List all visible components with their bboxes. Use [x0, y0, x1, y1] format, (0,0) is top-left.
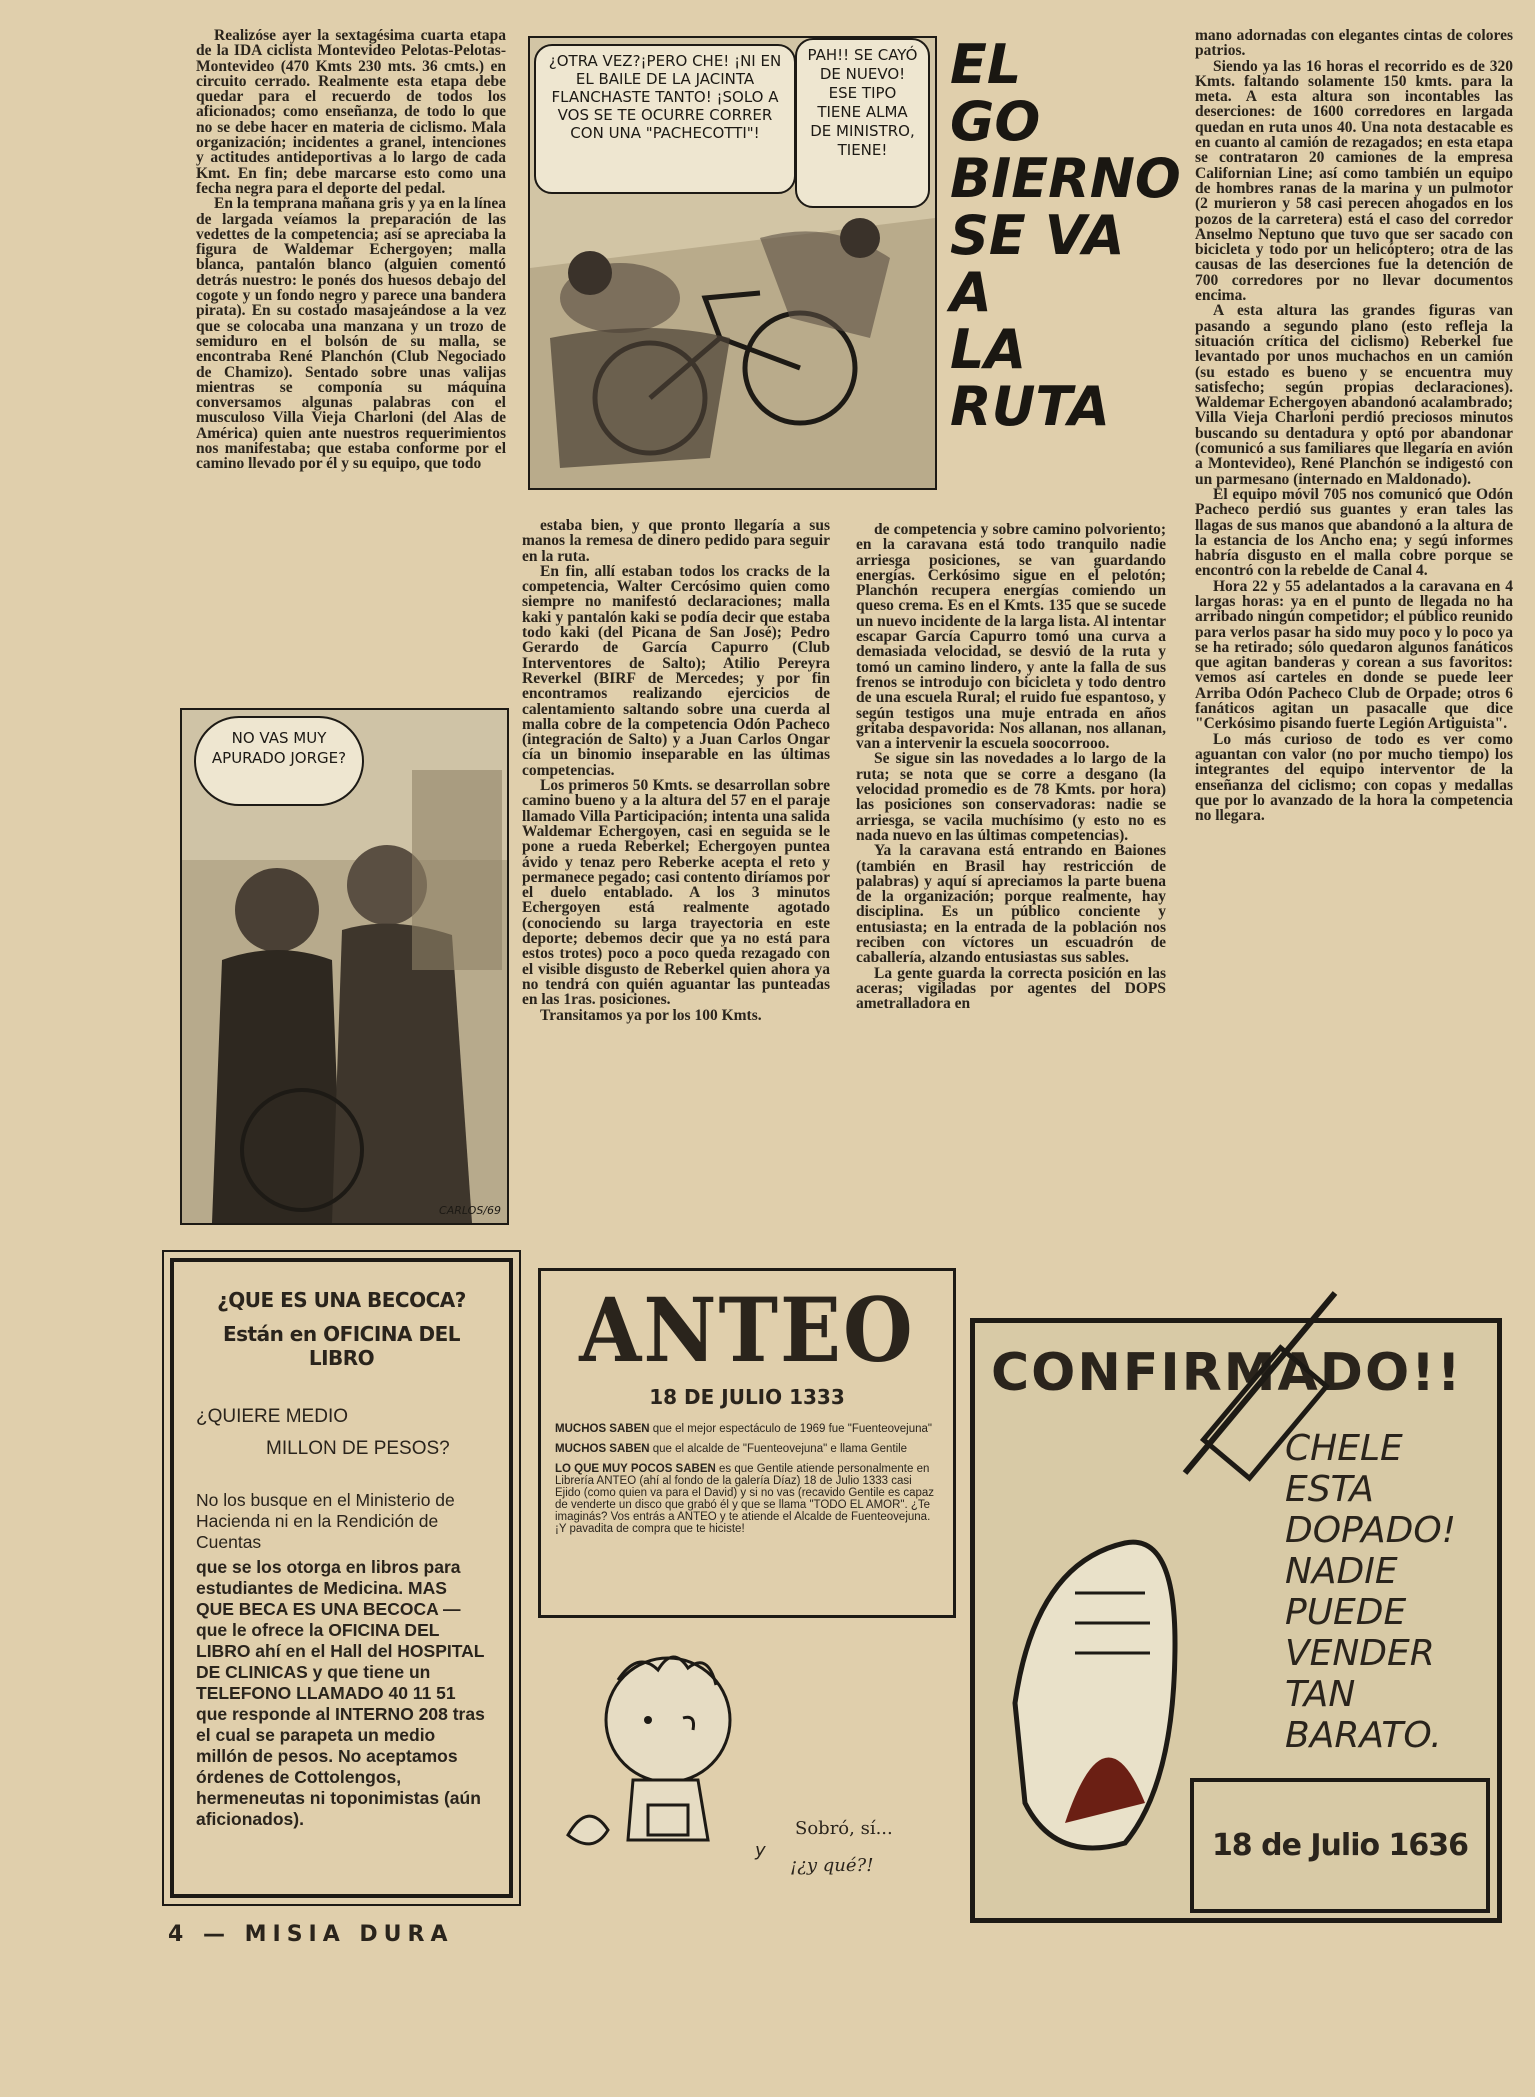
headline-line-3: BIERNO	[950, 147, 1181, 210]
page-footer: 4 — MISIA DURA	[168, 1922, 454, 1947]
speech-bubble-jorge: NO VAS MUY APURADO JORGE?	[194, 716, 364, 806]
becoca-question-1: ¿QUIERE MEDIO	[196, 1406, 349, 1427]
anteo-cartoon-boy	[548, 1640, 778, 1870]
chele-line-5: PUEDE	[1285, 1592, 1407, 1633]
chele-line-8: BARATO.	[1285, 1715, 1442, 1756]
paragraph: Realizóse ayer la sextagésima cuarta etapa de la IDA ciclista Montevideo Pelotas-Pelotas-Montevideo (470 Kmts 230 mts. 36 cmts.) en circuito cerrado. Realmente esta etapa debe quedar para el recuerdo de todos los aficionados; como enseñanza, de todo lo que no se debe hacer en materia de ciclismo. Mala organización; incidentes a granel, intenciones y actitudes antideportivas a lo largo de cada Kmt. En fin; debe marcarse esto como una fecha negra para el deporte del pedal.	[196, 28, 506, 197]
cartoon-boy-illustration	[548, 1640, 778, 1870]
article-column-1	[196, 28, 506, 692]
ad-becoca	[170, 1258, 513, 1898]
anteo-line-2-bold: MUCHOS SABEN	[555, 1443, 650, 1455]
article-column-2	[522, 518, 830, 1234]
chele-line-6: VENDER	[1285, 1633, 1435, 1674]
becoca-subtitle: Están en OFICINA DEL LIBRO	[222, 1322, 460, 1370]
paragraph: El equipo móvil 705 nos comunicó que Odón Pacheco perdió sus guantes y eran tales las llagas de sus manos que abandonó a la altura de la estancia de los Ancho ena; y segú informes habría disgusto en el malla cobre porque se encontró con la rebelde de Canal 4.	[1195, 485, 1513, 580]
anteo-caption-1: Sobró, sí...	[795, 1818, 893, 1839]
headline-line-2: GO	[950, 90, 1041, 153]
anteo-line-1-text: que el mejor espectáculo de 1969 fue "Fuenteovejuna"	[652, 1423, 933, 1435]
paragraph: En fin, allí estaban todos los cracks de la competencia, Walter Cercósimo quien como siempre no manifestó declaraciones; malla kaki y pantalón kaki se podía decir que estaba todo kaki (del Picana de San José); Pedro Gerardo de García Capurro (Club Interventores de Salto); Atilio Pereyra Reverkel (BIRF de Mercedes; y por fin encontramos realizando ejercicios de calentamiento saltando sobre una cuerda al malla cobre de la competencia Odón Pacheco (integración de Salto) y a Juan Carlos Ongar cía un binomio inseparable en las últimas competencias.	[522, 562, 830, 779]
headline-line-1: EL	[950, 33, 1022, 96]
paragraph: Lo más curioso de todo es ver como aguantan con valor (no por mucho tiempo) los integrantes del equipo interventor de la enseñanza del ciclismo; con copas y medallas que por lo avanzado de la hora la competencia no llegara.	[1195, 730, 1513, 825]
anteo-line-1-bold: MUCHOS SABEN	[555, 1423, 650, 1435]
chele-line-7: TAN	[1285, 1674, 1356, 1715]
anteo-line-1	[555, 1423, 939, 1435]
chele-line-1: CHELE	[1285, 1428, 1403, 1469]
paragraph: mano adornadas con elegantes cintas de colores patrios.	[1195, 28, 1513, 60]
headline-line-4: SE VA A	[950, 204, 1125, 324]
anteo-address: 18 DE JULIO 1333	[649, 1385, 845, 1409]
paragraph: En la temprana mañana gris y ya en la línea de largada veíamos la preparación de las vedettes de la competencia; así se apreciaba la figura de Waldemar Echergoyen; malla blanca, pantalón blanco (alguien comentó detrás nuestro: le ponés dos huesos debajo del cogote y un fondo negro y parece una bandera pirata). En su costado masajeándose a la vez que se colocaba una manzana y un trozo de semiduro en el bolsón de su malla, se encontraba René Planchón (Club Negociado de Chamizo). Sentado sobre unas valijas mientras se componía su máquina conversamos algunas palabras con el musculoso Villa Vieja Charloni (del Alas de América) quien ante nuestros requerimientos nos manifestaba; que estaba conforme por el camino llevado por él y su equipo, que todo	[196, 195, 506, 473]
cartoon-cyclists-photo	[180, 708, 509, 1225]
anteo-caption-2: ¡¿y qué?!	[790, 1855, 874, 1876]
chele-address: 18 de Julio 1636	[1211, 1828, 1469, 1863]
chele-address-box	[1190, 1778, 1490, 1913]
paragraph: estaba bien, y que pronto llegaría a sus manos la remesa de dinero pedido para seguir en la ruta.	[522, 518, 830, 565]
becoca-question-2: MILLON DE PESOS?	[266, 1438, 450, 1459]
anteo-title: ANTEO	[579, 1278, 915, 1382]
speech-bubble-left: ¿OTRA VEZ?¡PERO CHE! ¡NI EN EL BAILE DE LA JACINTA FLANCHASTE TANTO! ¡SOLO A VOS SE TE OCURRE CORRER CON UNA "PACHECOTTI"!	[534, 44, 796, 194]
paragraph: Los primeros 50 Kmts. se desarrollan sobre camino bueno y a la altura del 57 en el paraje llamado Villa Participación; intenta una salida Waldemar Echergoyen, casi en seguida se le pone a rueda Reberkel; Echergoyen puntea ávido y tenaz pero Reberke acepta el reto y permanece pegado; casi contento diríamos por el duelo entablado. A los 3 minutos Echergoyen está realmente agotado (conociendo su larga trayectoria en este deporte; debemos decir que ya no está para estos trotes) poco a poco queda rezagado con el visible disgusto de Reberkel quien ahora ya no tendrá con quién aguantar las punteadas en las 1ras. posiciones.	[522, 777, 830, 1009]
paragraph: La gente guarda la correcta posición en las aceras; vigiladas por agentes del DOPS ametralladora en	[856, 964, 1166, 1013]
cartoonist-signature: CARLOS/69	[439, 1204, 501, 1217]
paragraph: Se sigue sin las novedades a lo largo de la ruta; se nota que se corre a desgano (la velocidad promedio es de 78 Kmts. por hora) las posiciones son conservadoras: nadie se arriesga, se vacila muchísimo (y esto no es nada nuevo en las últimas competencias).	[856, 750, 1166, 844]
cartoon-cyclist-crash	[528, 36, 937, 490]
paragraph: Hora 22 y 55 adelantados a la caravana en 4 largas horas: ya en el punto de llegada no ha arribado ningún competidor; el público reunido para verlos pasar ha sido muy poco y lo poco ya se ha retirado; sólo quedaron algunos fanáticos que agitan banderas y corean a sus favoritos: vemos así carteles en donde se puede leer Arriba Odón Pacheco Club de Orpade; otros 6 fanáticos agitan un pasacalle que dice "Cerkósimo pisando fuerte Legión Artiguista".	[1195, 577, 1513, 733]
becoca-title: ¿QUE ES UNA BECOCA?	[217, 1288, 466, 1312]
paragraph: Ya la caravana está entrando en Baiones (también en Brasil hay restricción de palabras) y aquí sí apreciamos la parte buena de la organización; porque realmente, hay disciplina. Es un público conciente y entusiasta; en la entrada de la población nos reciben con víctores un escuadrón de caballería, alzando entusiastas sus sables.	[856, 842, 1166, 967]
article-column-3	[856, 522, 1166, 1238]
paragraph: de competencia y sobre camino polvoriento; en la caravana está todo tranquilo nadie arriesga posiciones, se van guardando energías. Cerkósimo sigue en el pelotón; Planchón recupera energías comiendo un queso crema. Es en el Kmts. 135 que se sucede un nuevo incidente de la larga lista. Al intentar escapar García Capurro tomó una curva a demasiada velocidad, se desvió de la ruta y tomó un camino lindero, y ante la falla de sus frenos se introdujo con bicicleta y todo dentro de una escuela Rural; el ruido fue espantoso, y según testigos una muje entrada en años gritaba despavorida: Nos allanan, nos allanan, van a intervenir la escuela soocorrooo.	[856, 522, 1166, 753]
chele-line-2: ESTA	[1285, 1469, 1374, 1510]
ad-anteo	[538, 1268, 956, 1618]
headline-line-5: LA RUTA	[950, 318, 1110, 438]
article-headline	[950, 33, 1181, 438]
chele-text	[1285, 1428, 1456, 1756]
anteo-line-3	[555, 1463, 939, 1535]
becoca-body: No los busque en el Ministerio de Hacienda ni en la Rendición de Cuentas	[196, 1490, 455, 1552]
paragraph: A esta altura las grandes figuras van pasando a segundo plano (esto refleja la situación crítica del ciclismo) Reberkel fue levantado por unos muchachos en un camión (su estado es bueno y se encuentra muy satisfecho; según propias declaraciones). Waldemar Echergoyen abandonó acalambrado; Villa Vieja Charloni perdió preciosos minutos buscando su dentadura y optó por abandonar (comunicó a sus familiares que llegaría en avión a Montevideo), René Planchón se indigestó con un parmesano (internado en Maldonado).	[1195, 302, 1513, 488]
ad-chele	[970, 1318, 1502, 1923]
chele-title: CONFIRMADO!!	[991, 1343, 1463, 1403]
anteo-caption-y: y	[755, 1840, 766, 1861]
article-column-4	[1195, 28, 1513, 1250]
becoca-body-bold: que se los otorga en libros para estudiantes de Medicina. MAS QUE BECA ES UNA BECOCA —que le ofrece la OFICINA DEL LIBRO ahí en el Hall del HOSPITAL DE CLINICAS y que tiene un TELEFONO LLAMADO 40 11 51 que responde al INTERNO 208 tras el cual se parapeta un medio millón de pesos. No aceptamos órdenes de Cottolengos, hermeneutas ni toponimistas (aún aficionados).	[196, 1557, 485, 1829]
anteo-line-3-text: es que Gentile atiende personalmente en Librería ANTEO (ahí al fondo de la galería Díaz) 18 de Julio 1333 casi Ejido (como quien va para el David) y si no vas (recavido Gentile es capaz de venderte un disco que grabó él y que se llama "TODO EL AMOR". ¿Te imaginás? Vos entrás a ANTEO y te atiende el Alcalde de Fuenteovejuna. ¡Y pavadita de compra que te hiciste!	[555, 1463, 935, 1535]
chele-line-4: NADIE	[1285, 1551, 1398, 1592]
anteo-line-2-text: que el alcalde de "Fuenteovejuna" e llama Gentile	[652, 1443, 908, 1455]
paragraph: Transitamos ya por los 100 Kmts.	[540, 1006, 762, 1024]
chele-line-3: DOPADO!	[1285, 1510, 1457, 1551]
paragraph: Siendo ya las 16 horas el recorrido es de 320 Kmts. faltando solamente 150 kmts. para la meta. A esta altura son incontables las deserciones: de 1600 corredores en largada quedan en ruta unos 40. Una nota destacable es en cuanto al camión de rezagados; en esta etapa se contrataron 20 camiones de la empresa Californian Line; así como también un equipo de hombres ranas de la marina y un pulmotor (2 murieron y 58 casi perecen ahogados en los pozos de la carretera) está el caso del corredor Anselmo Neptuno que tuvo que ser sacado con bicicleta y todo por un helicóptero; otra de las causas de las deserciones fue la detención de 700 corredores por no llevar documentos encima.	[1195, 57, 1513, 305]
speech-bubble-right: PAH!! SE CAYÓ DE NUEVO! ESE TIPO TIENE ALMA DE MINISTRO, TIENE!	[795, 38, 930, 208]
anteo-line-2	[555, 1443, 939, 1455]
anteo-line-3-bold: LO QUE MUY POCOS SABEN	[555, 1463, 716, 1475]
